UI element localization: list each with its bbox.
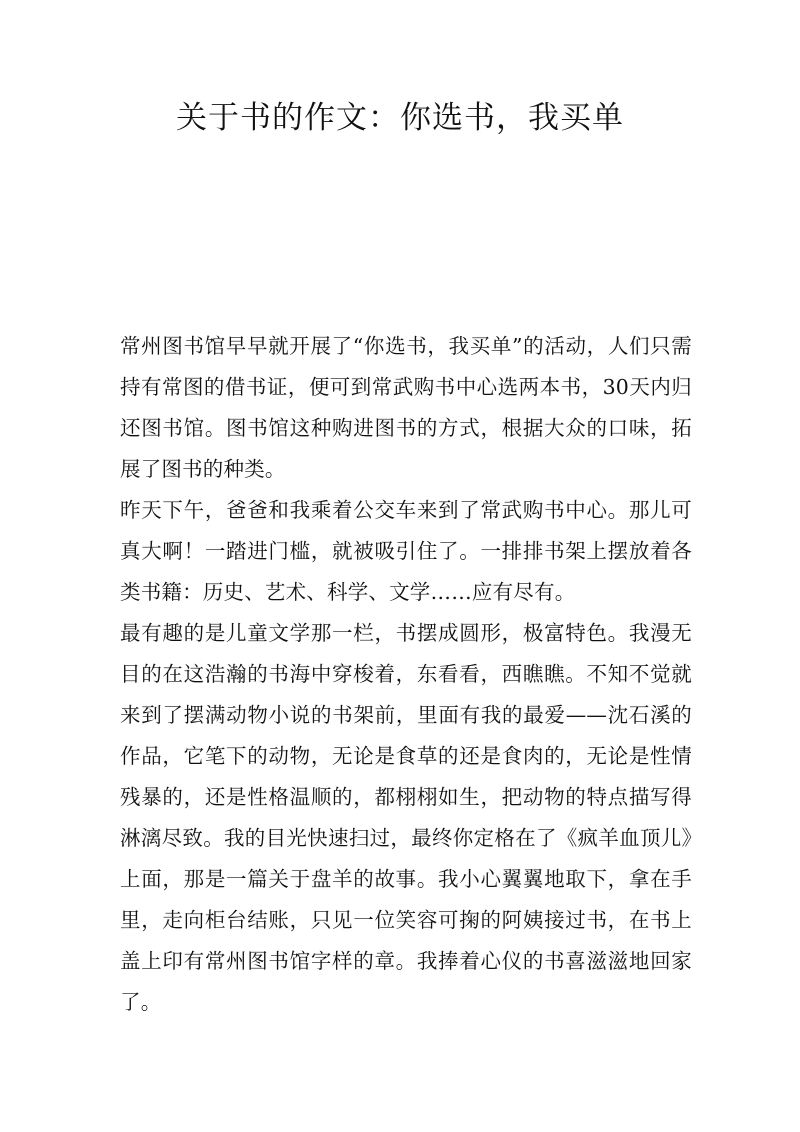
paragraph-2: 昨天下午，爸爸和我乘着公交车来到了常武购书中心。那儿可真大啊！一踏进门槛，就被吸引住了。一排排书架上摆放着各类书籍：历史、艺术、科学、文学……应有尽有。 bbox=[120, 498, 692, 604]
paragraph-3: 最有趣的是儿童文学那一栏，书摆成圆形，极富特色。我漫无目的在这浩瀚的书海中穿梭着，东看看，西瞧瞧。不知不觉就来到了摆满动物小说的书架前，里面有我的最爱——沈石溪的作品，它笔下的动物，无论是食草的还是食肉的，无论是性情残暴的，还是性格温顺的，都栩栩如生，把动物的特点描写得淋漓尽致。我的目光快速扫过，最终你定格在了《疯羊血顶儿》上面，那是一篇关于盘羊的故事。我小心翼翼地取下，拿在手里，走向柜台结账，只见一位笑容可掬的阿姨接过书，在书上盖上印有常州图书馆字样的章。我捧着心仪的书喜滋滋地回家了。 bbox=[120, 621, 692, 1014]
document-title: 关于书的作文：你选书，我买单 bbox=[176, 100, 624, 136]
document-body bbox=[120, 326, 692, 1023]
paragraph-1: 常州图书馆早早就开展了“你选书，我买单”的活动，人们只需持有常图的借书证，便可到常武购书中心选两本书，30天内归还图书馆。图书馆这种购进图书的方式，根据大众的口味，拓展了图书的种类。 bbox=[120, 334, 692, 481]
